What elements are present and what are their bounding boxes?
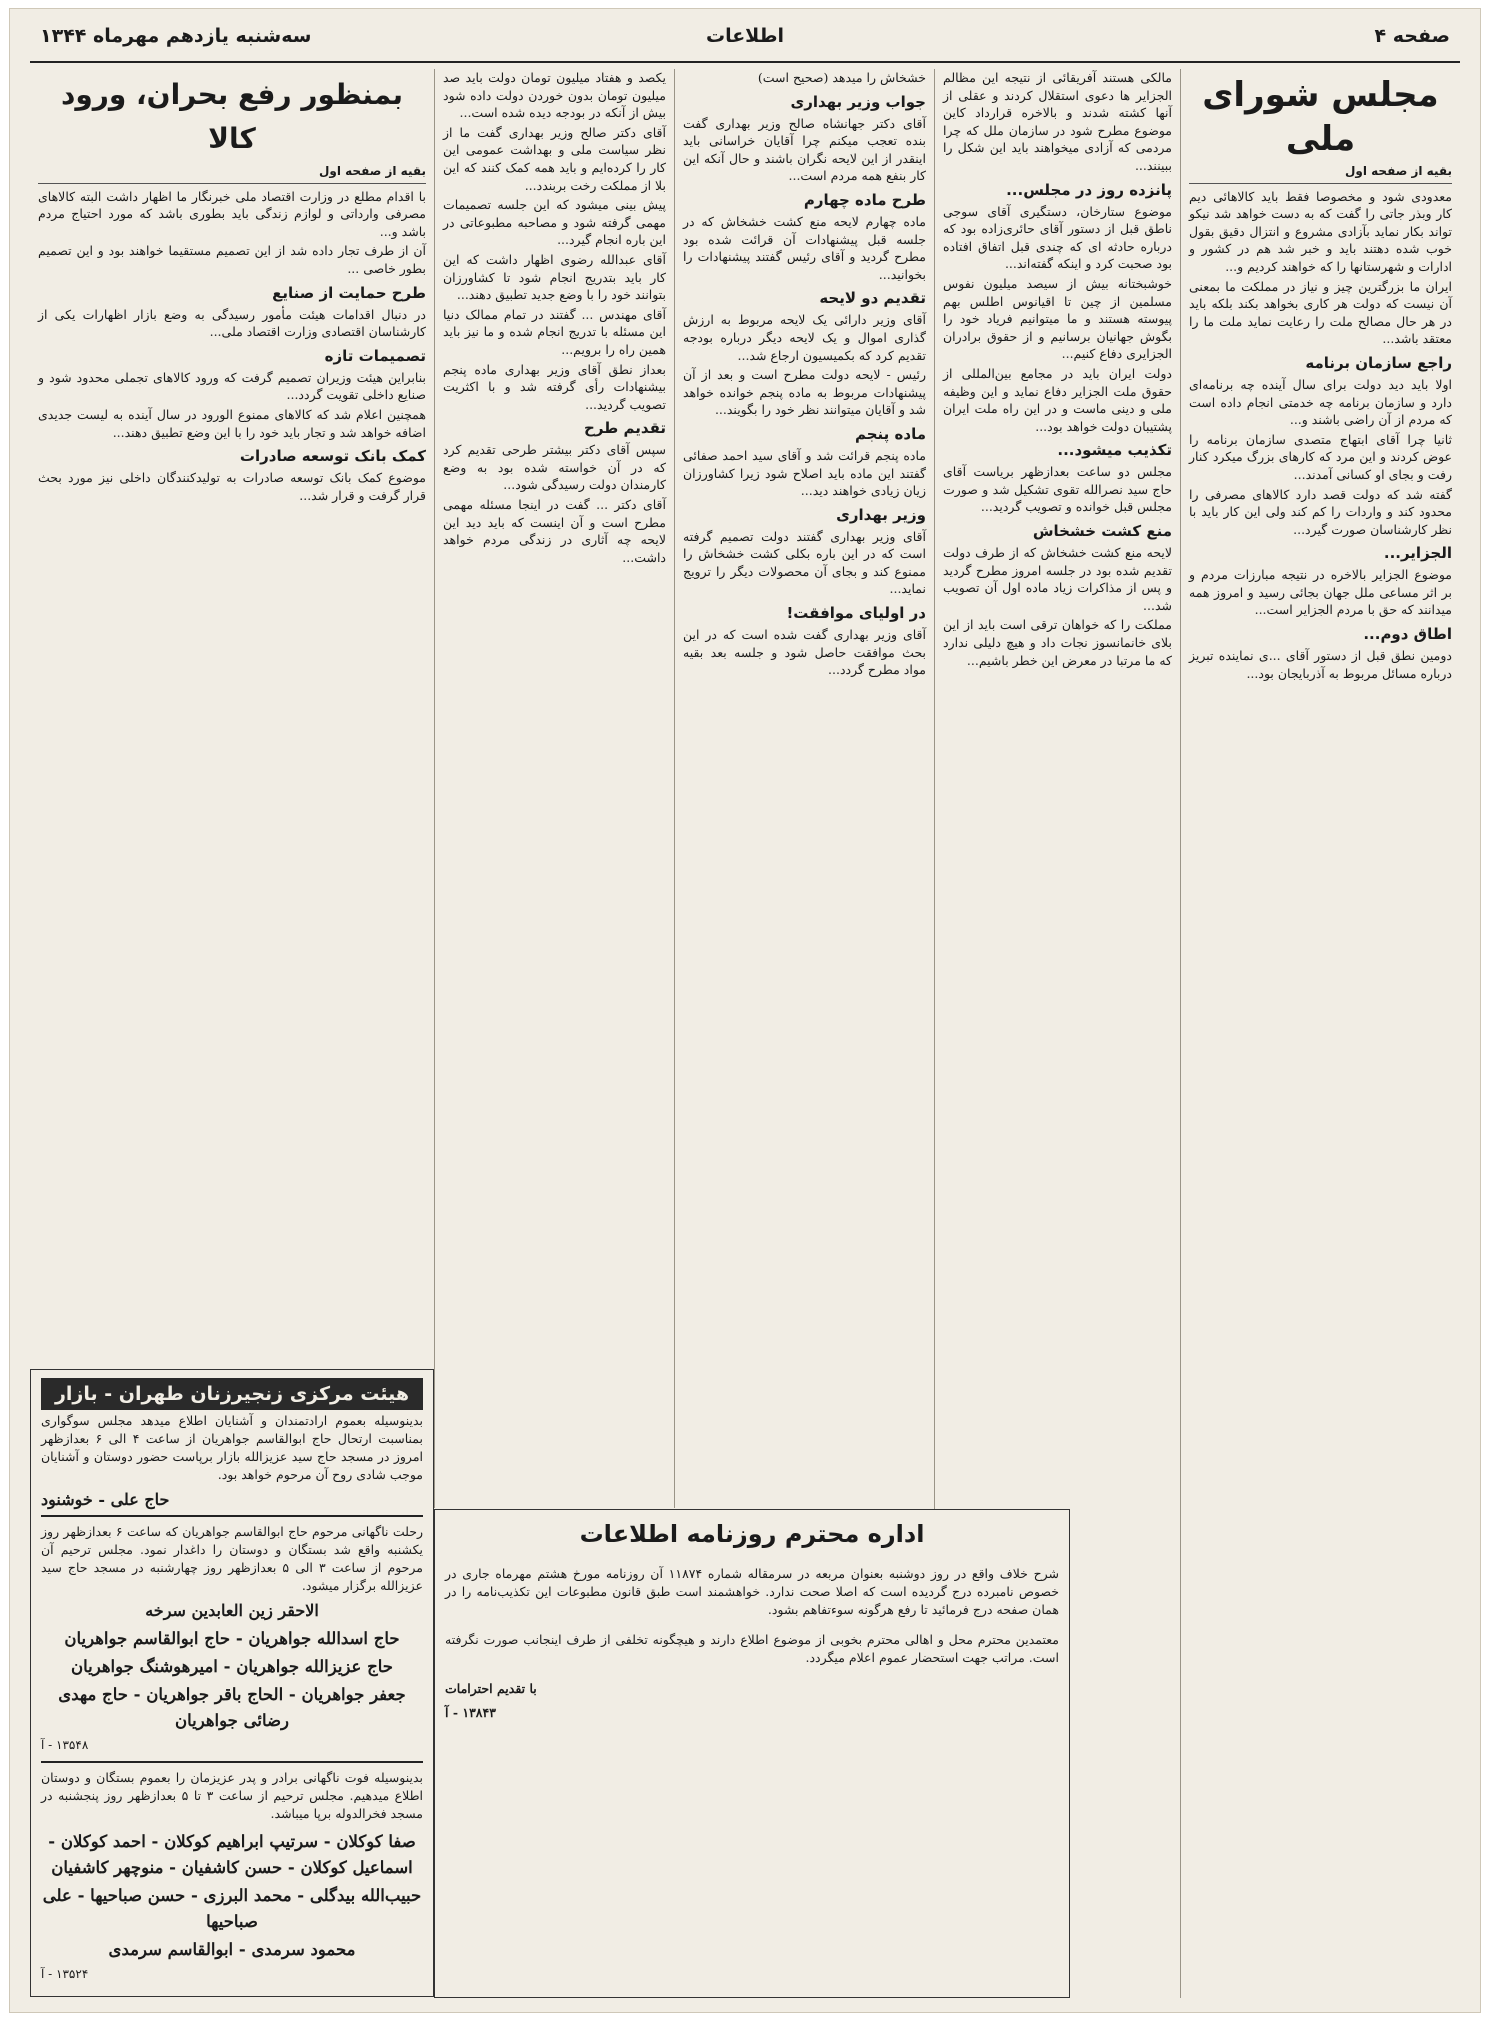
notice-body: بدینوسیله بعموم ارادتمندان و آشنایان اطلاع میدهد مجلس سوگواری بمناسبت ارتحال حاج ابوالقاسم جواهریان از ساعت ۴ الی ۶ بعدازظهر امروز در مسجد حاج سید عزیزالله بازار برپاست حضور دوستان و آشنایان موجب شادی روح آن مرحوم خواهد بود. bbox=[41, 1413, 423, 1482]
article-paragraph: مجلس دو ساعت بعدازظهر بریاست آقای حاج سید نصرالله تقوی تشکیل شد و صورت مجلس قبل خوانده و تصویب گردید... bbox=[943, 464, 1172, 515]
column-1 bbox=[1180, 69, 1460, 1998]
newspaper-name: اطلاعات bbox=[705, 25, 785, 47]
notice-title: هیئت مرکزی زنجیرزنان طهران - بازار bbox=[41, 1378, 423, 1410]
article-paragraph: همچنین اعلام شد که کالاهای ممنوع الورود در سال آینده به لیست جدیدی اضافه خواهد شد و تجار باید خود را با این وضع تطبیق دهند... bbox=[38, 406, 426, 440]
article-paragraph: دومین نطق قبل از دستور آقای ...ی نماینده تبریز درباره مسائل مربوط به آذربایجان بود... bbox=[1189, 648, 1452, 681]
article-paragraph: آن از طرف تجار داده شد از این تصمیم مستقیما خواهند بود و این تصمیم بطور خاصی ... bbox=[38, 243, 426, 276]
article-paragraph: سپس آقای دکتر بیشتر طرحی تقدیم کرد که در آن خواسته شده بود به وضع کارمندان دولت رسیدگی شود... bbox=[443, 442, 666, 493]
notice-names: حاج اسدالله جواهریان - حاج ابوالقاسم جواهریان bbox=[64, 1629, 400, 1648]
article-paragraph: خشخاش را میدهد (صحیح است) bbox=[757, 70, 926, 85]
article-paragraph: مملکت را که خواهان ترقی است باید از این بلای خانمانسوز نجات داد و هیچ دلیلی ندارد که ما مرتبا در معرض این خطر باشیم... bbox=[943, 617, 1172, 668]
subheading: وزیر بهداری bbox=[836, 505, 926, 524]
ad-code: ۱۳۵۲۴ - آ bbox=[41, 1967, 89, 1981]
article-paragraph: بعداز نطق آقای وزیر بهداری ماده پنجم بیشنهادات رأی گرفته شد و با اکثریت تصویب گردید... bbox=[443, 361, 666, 412]
subheading: ماده پنجم bbox=[854, 424, 926, 443]
notice-body: بدینوسیله فوت ناگهانی برادر و پدر عزیزمان را بعموم بستگان و دوستان اطلاع میدهیم. مجلس ترحیم از ساعت ۳ تا ۵ بعدازظهر روز پنجشنبه در مسجد فخرالدوله برپا میباشد. bbox=[41, 1770, 424, 1821]
notice-names: حبیب‌الله بیدگلی - محمد البرزی - حسن صباحیها - علی صباحیها bbox=[42, 1886, 422, 1931]
subheading: کمک بانک توسعه صادرات bbox=[239, 447, 426, 466]
ad-code: ۱۳۸۴۳ - آ bbox=[445, 1704, 496, 1720]
letter-title: اداره محترم روزنامه اطلاعات bbox=[579, 1520, 925, 1548]
subheading: طرح حمایت از صنایع bbox=[272, 283, 426, 302]
article-paragraph: با اقدام مطلع در وزارت اقتصاد ملی خبرنگار ما اظهار داشت البته کالاهای مصرفی وارداتی و لوازم زندگی باید بطوری باشد که مورد احتیاج مردم باشد و... bbox=[38, 188, 426, 239]
article-paragraph: لایحه منع کشت خشخاش که از طرف دولت تقدیم شده بود در جلسه امروز مطرح گردید و پس از مذاکرات زیاد ماده اول آن تصویب شد... bbox=[943, 545, 1172, 613]
column-3 bbox=[674, 69, 934, 1508]
headline-majlis: مجلس شورای ملی bbox=[1202, 75, 1439, 159]
ad-code: ۱۳۵۴۸ - آ bbox=[41, 1738, 89, 1752]
article-paragraph: موضوع ستارخان، دستگیری آقای سوجی ناطق قبل از دستور آقای حائری‌زاده بود که درباره حادثه ای که چندی قبل اتفاق افتاده بود صحبت کرد و اینکه گفته‌اند... bbox=[943, 203, 1172, 272]
article-paragraph: آقای وزیر بهداری گفت شده است که در این بحث موافقت حاصل شود و جلسه بعد بقیه مواد مطرح گردد... bbox=[683, 627, 926, 678]
article-paragraph: ماده چهارم لایحه منع کشت خشخاش که در جلسه قبل پیشنهادات آن قرائت شده بود مطرح گردید و آقای رئیس گفتند پیشنهادات را بخوانید... bbox=[683, 213, 926, 282]
notice-names: محمود سرمدی - ابوالقاسم سرمدی bbox=[108, 1940, 356, 1959]
notice-signature: حاج علی - خوشنود bbox=[41, 1490, 170, 1509]
columns bbox=[30, 69, 1460, 1998]
subheading: پانزده روز در مجلس... bbox=[1006, 180, 1172, 199]
column-5 bbox=[30, 69, 434, 1408]
article-paragraph: اولا باید دید دولت برای سال آینده چه برنامه‌ای دارد و سازمان برنامه چه خدمتی انجام داده است که مردم از آن راضی باشند و... bbox=[1189, 376, 1452, 428]
subheading: جواب وزیر بهداری bbox=[790, 92, 926, 111]
newspaper-page bbox=[9, 8, 1481, 2013]
article-paragraph: ایران ما بزرگترین چیز و نیاز در مملکت ما بمعنی آن نیست که دولت هر کاری بخواهد بکند بلکه باید در هر حال مصالح ملت را رعایت نماید ملت ما را معتقد باشد... bbox=[1189, 278, 1452, 347]
letter-to-editor bbox=[434, 1509, 1070, 1998]
article-paragraph: آقای وزیر بهداری گفتند دولت تصمیم گرفته است که در این باره بکلی کشت خشخاش را ممنوع کند و بجای آن محصولات دیگر را ترویج نماید... bbox=[683, 528, 926, 597]
notice-body: رحلت ناگهانی مرحوم حاج ابوالقاسم جواهریان که ساعت ۶ بعدازظهر روز یکشنبه واقع شد بستگان و دوستان را داغدار نمود. مجلس ترحیم آن مرحوم از ساعت ۳ الی ۵ بعدازظهر روز چهارشنبه در مسجد حاج سید عزیزالله برگزار میشود. bbox=[41, 1524, 424, 1593]
article-paragraph: آقای عبدالله رضوی اظهار داشت که این کار باید بتدریج انجام شود تا کشاورزان بتوانند خود را با وضع جدید تطبیق دهند... bbox=[443, 251, 666, 303]
article-paragraph: ثانیا چرا آقای ابتهاج متصدی سازمان برنامه را عوض کردند و این مرد که کارهای بزرگ میکرد کنار رفت و بجای او کسانی آمدند... bbox=[1189, 431, 1452, 482]
column-4 bbox=[434, 69, 674, 1508]
article-paragraph: یکصد و هفتاد میلیون تومان دولت باید صد میلیون تومان بدون خوردن دولت داده شود بیش از آنکه در بودجه دیده شده است... bbox=[443, 70, 666, 121]
headline-imports: بمنظور رفع بحران، ورود کالا bbox=[60, 78, 404, 155]
letter-paragraph: معتمدین محترم محل و اهالی محترم بخوبی از موضوع اطلاع دارند و هیچگونه تخلفی از طرف اینجانب صورت نگرفته است. مراتب جهت استحضار عموم اعلام میگردد. bbox=[445, 1632, 1059, 1665]
notice-names: حاج عزیزالله جواهریان - امیرهوشنگ جواهریان bbox=[70, 1657, 394, 1676]
continued-note: بقیه از صفحه اول bbox=[38, 163, 426, 184]
article-paragraph: مالکی هستند آفریقائی از نتیجه این مظالم الجزایر ها دعوی استقلال کردند و عقلی از آنها کشته شدند و بالاخره قرارداد کاین موضوع مطرح شود در سازمان ملل که چرا مردمی که آزادی میخواهند باید این شکل را ببینند... bbox=[943, 70, 1172, 173]
subheading: راجع سازمان برنامه bbox=[1305, 353, 1452, 372]
obituary-notice bbox=[30, 1369, 434, 1997]
subheading: تقدیم طرح bbox=[584, 419, 666, 438]
issue-date: سه‌شنبه یازدهم مهرماه ۱۳۴۴ bbox=[40, 25, 312, 47]
subheading: منع کشت خشخاش bbox=[1032, 522, 1172, 541]
notice-names: جعفر جواهریان - الحاج باقر جواهریان - حاج مهدی رضائی جواهریان bbox=[58, 1685, 406, 1730]
article-paragraph: پیش بینی میشود که این جلسه تصمیمات مهمی گرفته شود و مصاحبه مطبوعاتی در این باره انجام گیرد... bbox=[443, 197, 666, 248]
subheading: تکذیب میشود... bbox=[1057, 441, 1172, 460]
subheading: در اولیای موافقت! bbox=[786, 604, 926, 623]
article-paragraph: معدودی شود و مخصوصا فقط باید کالاهائی دیم کار وبذر جاتی را گفت که به دست خواهد شد نیکو تواند بکار نماید بآزادی مشروع و انتزال دقیق بقول خوب شده دهتند باید و خبر شد هم در کشور و ادارات و شهرستانها را که خواهند کردیم و... bbox=[1189, 188, 1452, 274]
article-paragraph: دولت ایران باید در مجامع بین‌المللی از حقوق ملت الجزایر دفاع نماید و این وظیفه ملی و دینی ماست و در این راه ملت ایران پشتیبان دولت خواهد بود... bbox=[943, 365, 1172, 434]
notice-names: صفا کوکلان - سرتیپ ابراهیم کوکلان - احمد کوکلان - اسماعیل کوکلان - حسن کاشفیان - منوچهر کاشفیان bbox=[48, 1832, 416, 1877]
subheading: تصمیمات تازه bbox=[324, 346, 426, 365]
article-paragraph: آقای دکتر صالح وزیر بهداری گفت ما از نظر سیاست ملی و بهداشت عمومی این کار را کرده‌ایم و باید همه کمک کنند که این بلا از مملکت رخت بربندد... bbox=[443, 124, 666, 193]
article-paragraph: در دنبال اقدامات هیئت مأمور رسیدگی به وضع بازار اظهارات یکی از کارشناسان اقتصادی وزارت اقتصاد ملی... bbox=[38, 306, 426, 340]
divider bbox=[41, 1761, 423, 1763]
letter-paragraph: شرح خلاف واقع در روز دوشنبه بعنوان مربعه در سرمقاله شماره ۱۱۸۷۴ آن روزنامه مورخ هشتم مهرماه جاری در خصوص نامبرده درج گردیده است که اصلا صحت ندارد. خواهشمند است طبق قانون مطبوعات این تکذیب‌نامه را در همان صفحه درج فرمائید تا رفع هرگونه سوءتفاهم بشود. bbox=[445, 1565, 1060, 1617]
subheading: الجزایر... bbox=[1383, 544, 1452, 563]
article-paragraph: آقای دکتر ... گفت در اینجا مسئله مهمی مطرح است و آن اینست که باید دید این لایحه چه آثاری در زندگی مردم خواهد داشت... bbox=[443, 497, 666, 565]
notice-signer: الاحقر زین العابدین سرخه bbox=[145, 1601, 319, 1620]
subheading: تقدیم دو لایحه bbox=[819, 289, 926, 308]
article-paragraph: آقای وزیر دارائی یک لایحه مربوط به ارزش گذاری اموال و یک لایحه دیگر درباره بودجه تقدیم کرد که بکمیسیون ارجاع شد... bbox=[683, 312, 926, 363]
continued-note: بقیه از صفحه اول bbox=[1189, 163, 1452, 184]
article-paragraph: خوشبختانه بیش از سیصد میلیون نفوس مسلمین از چین تا اقیانوس اطلس بهم پیوسته هستند و ما میتوانیم فریاد خود را بگوش جهانیان برسانیم و از حقوق برادران الجزایری دفاع کنیم... bbox=[943, 275, 1172, 362]
letter-signature: با تقدیم احترامات bbox=[445, 1680, 537, 1696]
article-paragraph: گفته شد که دولت قصد دارد کالاهای مصرفی را محدود کند و واردات را کم کند ولی این کار باید با نظر کارشناسان صورت گیرد... bbox=[1189, 486, 1452, 537]
page-number: صفحه ۴ bbox=[1374, 25, 1450, 47]
article-paragraph: بنابراین هیئت وزیران تصمیم گرفت که ورود کالاهای تجملی محدود شود و صنایع داخلی تقویت گردد... bbox=[38, 369, 426, 403]
article-paragraph: موضوع کمک بانک توسعه صادرات به تولیدکنندگان داخلی نیز مورد بحث قرار گرفت و قرار شد... bbox=[38, 470, 426, 503]
article-paragraph: آقای دکتر جهانشاه صالح وزیر بهداری گفت بنده تعجب میکنم چرا آقایان خراسانی باید اینقدر از این لایحه نگران باشند و حال آنکه این کار بنفع همه مردم است... bbox=[683, 115, 926, 184]
article-paragraph: رئیس - لایحه دولت مطرح است و بعد از آن پیشنهادات مربوط به ماده پنجم خوانده خواهد شد و آقایان میتوانند نظر خود را بگویند... bbox=[683, 367, 926, 418]
article-paragraph: ماده پنجم قرائت شد و آقای سید احمد صفائی گفتند این ماده باید اصلاح شود زیرا کشاورزان زیان زیادی خواهند دید... bbox=[683, 447, 926, 499]
subheading: اطاق دوم... bbox=[1363, 625, 1452, 644]
article-paragraph: آقای مهندس ... گفتند در تمام ممالک دنیا این مسئله با تدریج انجام شده و ما نیز باید همین راه را برویم... bbox=[443, 306, 666, 357]
subheading: طرح ماده چهارم bbox=[803, 190, 926, 209]
masthead bbox=[30, 15, 1460, 63]
divider bbox=[41, 1515, 423, 1517]
article-paragraph: موضوع الجزایر بالاخره در نتیجه مبارزات مردم و بر اثر مساعی ملل جهان بجائی رسید و امروز همه میدانند که حق با مردم الجزایر است... bbox=[1189, 567, 1452, 618]
